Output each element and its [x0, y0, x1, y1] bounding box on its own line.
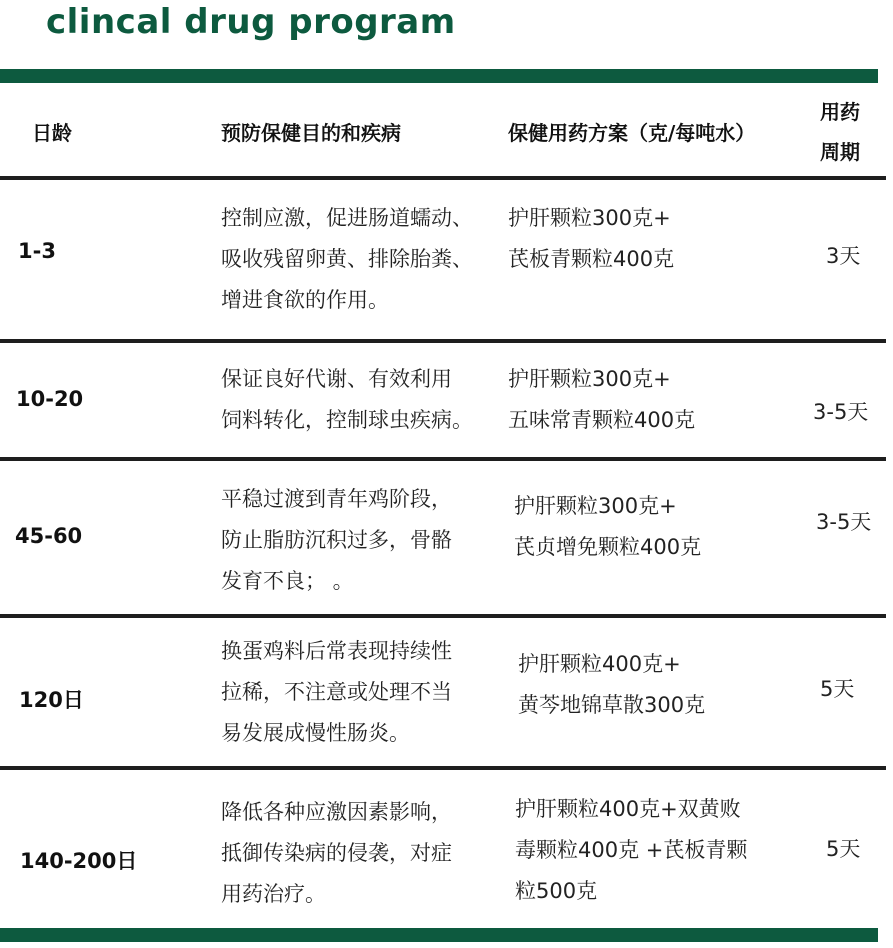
purpose-line: 防止脂肪沉积过多，骨骼 — [221, 528, 452, 552]
purpose-line: 换蛋鸡料后常表现持续性 — [221, 639, 452, 663]
row-plan — [508, 198, 674, 280]
plan-line: 护肝颗粒400克+ — [518, 652, 681, 676]
row-divider — [0, 339, 886, 343]
purpose-line: 抵御传染病的侵袭，对症 — [221, 841, 452, 865]
purpose-line: 降低各种应激因素影响， — [221, 800, 452, 824]
row-purpose — [221, 359, 473, 441]
row-age: 45-60 — [15, 524, 83, 548]
header-purpose: 预防保健目的和疾病 — [221, 121, 401, 145]
row-plan — [508, 359, 695, 441]
row-period: 5天 — [820, 677, 855, 701]
purpose-line: 拉稀，不注意或处理不当 — [221, 680, 452, 704]
header-age: 日龄 — [32, 121, 72, 145]
plan-line: 毒颗粒400克 +芪板青颗 — [515, 838, 748, 862]
row-purpose — [221, 631, 452, 754]
row-divider — [0, 457, 886, 461]
top-green-bar — [0, 69, 878, 83]
row-period: 3天 — [826, 244, 861, 268]
purpose-line: 保证良好代谢、有效利用 — [221, 367, 452, 391]
purpose-line: 控制应激，促进肠道蠕动、 — [221, 206, 473, 230]
purpose-line: 饲料转化，控制球虫疾病。 — [221, 408, 473, 432]
plan-line: 芪贞增免颗粒400克 — [514, 535, 702, 559]
plan-line: 五味常青颗粒400克 — [508, 408, 696, 432]
header-period-line1: 用药 — [820, 100, 860, 124]
plan-line: 护肝颗粒400克+双黄败 — [515, 797, 741, 821]
purpose-line: 用药治疗。 — [221, 882, 326, 906]
plan-line: 黄芩地锦草散300克 — [518, 693, 706, 717]
purpose-line: 发育不良； 。 — [221, 569, 354, 593]
row-period: 3-5天 — [816, 510, 872, 534]
row-purpose — [221, 198, 473, 321]
purpose-line: 增进食欲的作用。 — [221, 288, 389, 312]
row-divider — [0, 766, 886, 770]
purpose-line: 吸收残留卵黄、排除胎粪、 — [221, 247, 473, 271]
row-period: 5天 — [826, 837, 861, 861]
row-purpose — [221, 792, 452, 915]
plan-line: 护肝颗粒300克+ — [514, 494, 677, 518]
row-plan — [514, 486, 701, 568]
plan-line: 芪板青颗粒400克 — [508, 247, 675, 271]
plan-line: 护肝颗粒300克+ — [508, 206, 671, 230]
row-divider — [0, 176, 886, 180]
plan-line: 粒500克 — [515, 879, 598, 903]
row-plan — [515, 789, 747, 912]
bottom-green-bar — [0, 928, 878, 942]
plan-line: 护肝颗粒300克+ — [508, 367, 671, 391]
row-age: 1-3 — [18, 239, 56, 263]
row-purpose — [221, 479, 452, 602]
header-plan: 保健用药方案（克/每吨水） — [508, 121, 756, 145]
row-plan — [518, 644, 705, 726]
row-age: 10-20 — [16, 387, 84, 411]
purpose-line: 易发展成慢性肠炎。 — [221, 721, 410, 745]
row-age: 140-200日 — [20, 849, 138, 873]
purpose-line: 平稳过渡到青年鸡阶段， — [221, 487, 452, 511]
row-age: 120日 — [19, 688, 84, 712]
page-title: clincal drug program — [46, 2, 456, 42]
header-period-line2: 周期 — [820, 140, 860, 164]
row-divider — [0, 614, 886, 618]
row-period: 3-5天 — [813, 400, 869, 424]
